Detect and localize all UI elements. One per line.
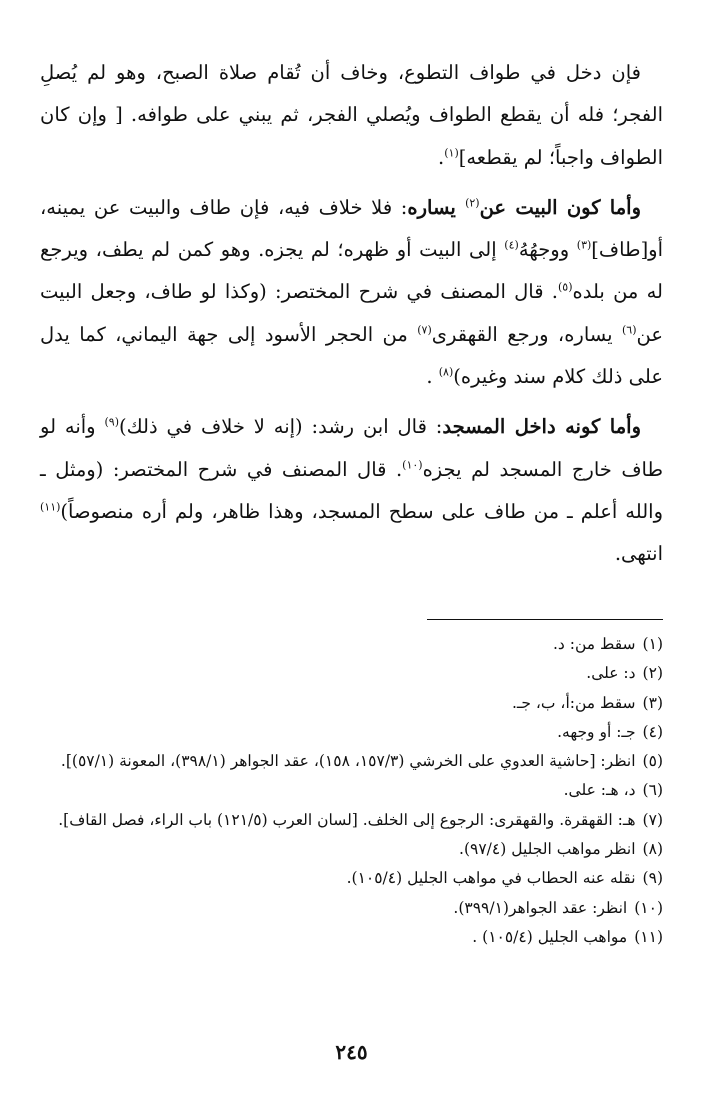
footnote-item (40, 894, 663, 923)
footnote-number: (٣) (642, 693, 663, 712)
text-run: انتهى. (614, 542, 663, 566)
footnote-number: (٤) (642, 722, 663, 741)
footnote-number: (٨) (642, 840, 663, 859)
footnote-item (40, 864, 663, 893)
footnote-item (40, 923, 663, 952)
footnote-number: (٧) (642, 810, 663, 829)
footnote-item (40, 630, 663, 659)
footnote-number: (١٠) (634, 898, 663, 917)
footnote-text: انظر مواهب الجليل (٩٧/٤). (459, 840, 636, 859)
footnote-item (40, 718, 663, 747)
footnote-number: (٦) (642, 781, 663, 800)
footnote-marker: (١) (444, 146, 459, 160)
footnote-number: (٥) (642, 752, 663, 771)
text-run: . قال المصنف في شرح المختصر: (وكذا لو طاف، وجعل البيت عن (40, 280, 663, 346)
footnote-marker: (٧) (417, 323, 432, 337)
footnote-text: مواهب الجليل (١٠٥/٤) . (472, 927, 628, 946)
text-run: . (426, 365, 439, 389)
text-run: . (438, 145, 445, 169)
footnote-marker: (١٠) (402, 458, 423, 472)
footnote-item (40, 776, 663, 805)
footnote-marker: (٦) (622, 323, 637, 337)
footnote-item (40, 806, 663, 835)
footnote-text: سقط من: د. (552, 635, 636, 653)
text-run: يساره، ورجع القهقرى (431, 322, 622, 346)
footnote-separator (427, 619, 663, 620)
bold-term: يساره (407, 195, 466, 219)
footnote-text: سقط من:أ، ب، جـ. (511, 693, 636, 712)
footnote-text: نقله عنه الحطاب في مواهب الجليل (١٠٥/٤). (346, 869, 636, 888)
page-number: ٢٤٥ (335, 1040, 368, 1064)
footnote-item (40, 659, 663, 688)
footnote-marker: (٢) (465, 196, 480, 210)
footnote-item (40, 835, 663, 864)
footnote-number: (١) (642, 635, 663, 653)
footnote-marker: (٤) (504, 238, 519, 252)
footnote-number: (٩) (642, 869, 663, 888)
footnote-text: د: على. (586, 664, 636, 683)
footnote-text: هـ: القهقرة. والقهقرى: الرجوع إلى الخلف. [لسان العرب (١٢١/٥) باب الراء، فصل القاف]. (58, 810, 636, 829)
footnotes (40, 630, 663, 952)
footnote-text: انظر: [حاشية العدوي على الخرشي (١٥٧/٣، ١٥٨)، عقد الجواهر (٣٩٨/١)، المعونة (٥٧/١)]. (60, 752, 636, 771)
footnote-item (40, 747, 663, 776)
text-run: ووجهُهُ (518, 238, 577, 262)
footnote-number: (١١) (634, 927, 663, 946)
bold-term: وأما كونه داخل المسجد (442, 415, 642, 439)
text-run: : قال ابن رشد: (إنه لا خلاف في ذلك) (119, 415, 443, 439)
text-run: إلى البيت أو ظهره؛ لم يجزه. وهو كمن لم يطف، ويرجع له من بلده (40, 238, 663, 304)
text-run: . قال المصنف في شرح المختصر: (ومثل ـ والله أعلم ـ من طاف على سطح المسجد، وهذا ظاهر، ولم أره منصوصاً) (40, 457, 663, 523)
footnote-marker: (٣) (576, 238, 592, 252)
text-run: وأنه لو طاف خارج المسجد لم يجزه (40, 415, 663, 481)
text-run: فإن دخل في طواف التطوع، وخاف أن تُقام صلاة الصبح، وهو لم يُصلِ الفجر؛ فله أن يقطع الطواف ويُصلي الفجر، ثم يبني على طوافه. [ وإن كان الطواف واجباً؛ لم يقطعه] (40, 61, 663, 169)
footnote-marker: (٨) (438, 365, 454, 379)
footnote-text: د، هـ: على. (563, 781, 636, 800)
footnote-marker: (٥) (558, 280, 573, 294)
text-run: : فلا خلاف فيه، فإن طاف والبيت عن يمينه، أو[طاف] (40, 195, 664, 262)
main-text (40, 52, 663, 576)
paragraph (40, 52, 663, 179)
footnote-marker: (٩) (104, 415, 119, 429)
footnote-marker: (١١) (40, 500, 61, 514)
footnote-number: (٢) (642, 664, 663, 683)
paragraph (40, 406, 663, 575)
bold-term: وأما كون البيت عن (479, 195, 642, 219)
paragraph (40, 187, 663, 398)
footnote-text: جـ: أو وجهه. (557, 722, 636, 741)
text-run: من الحجر الأسود إلى جهة اليماني، كما يدل على ذلك كلام سند وغيره) (40, 322, 663, 389)
footnote-text: انظر: عقد الجواهر(٣٩٩/١). (453, 898, 628, 917)
footnote-item (40, 689, 663, 718)
